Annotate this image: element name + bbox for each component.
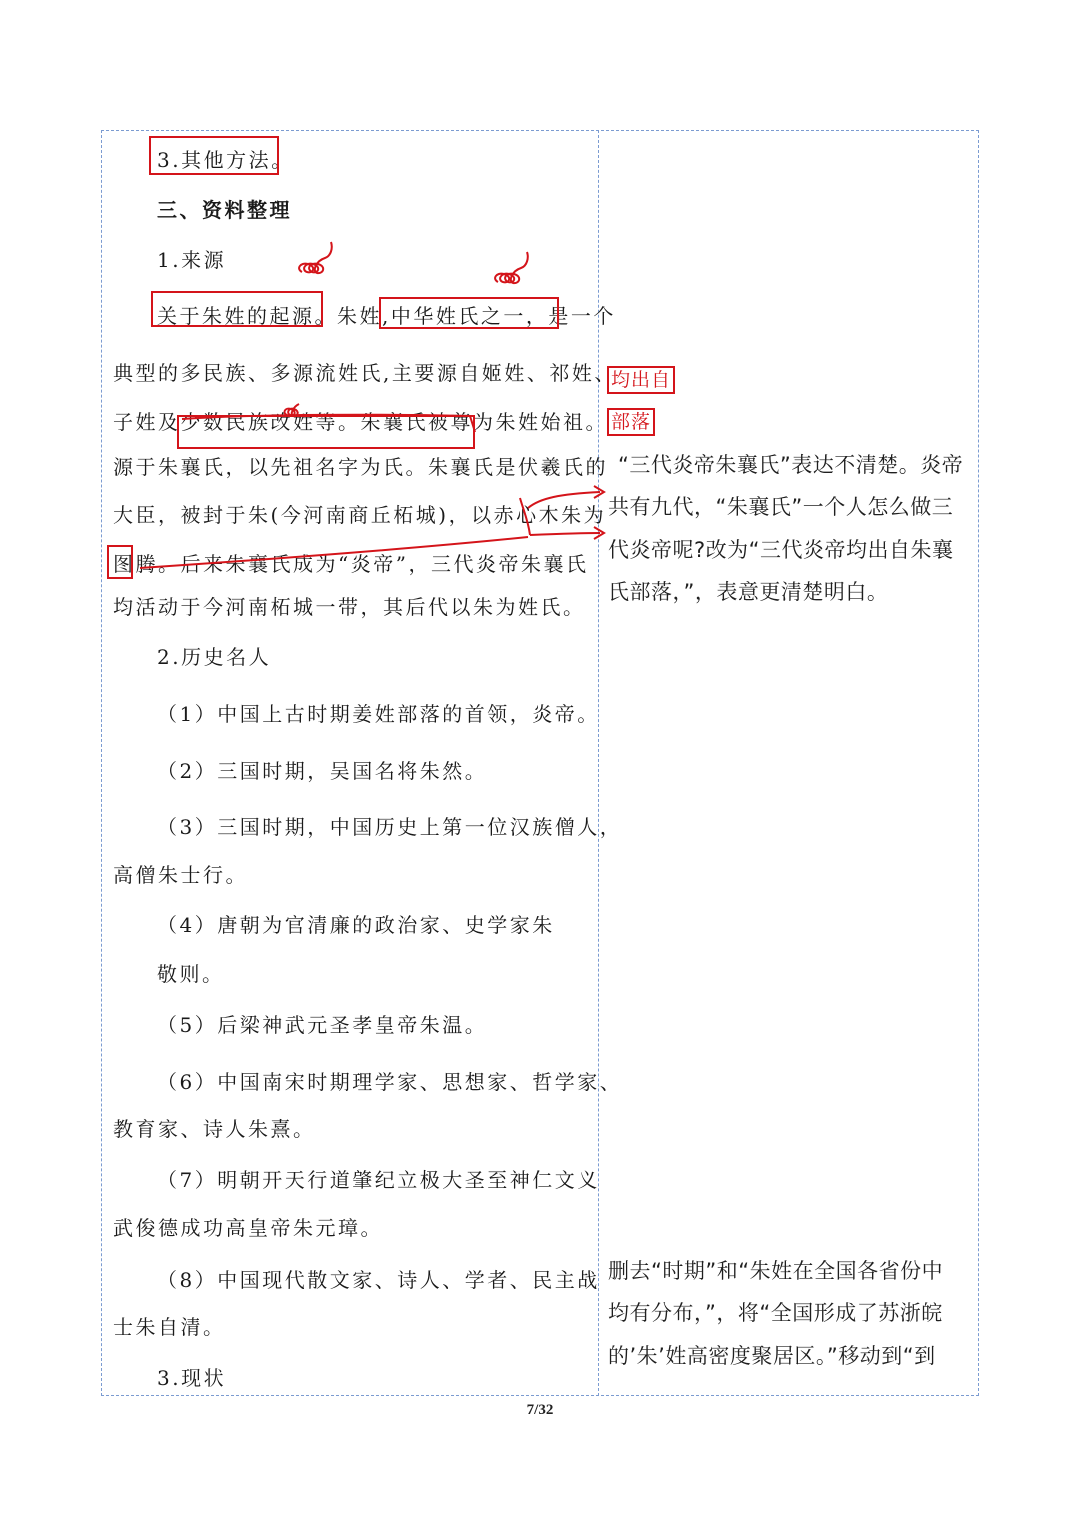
box-other-methods: [150, 137, 278, 174]
person-7: （7）明朝开天行道肇纪立极大圣至神仁文义: [157, 1168, 600, 1192]
insert-junchuzi: 均出自: [607, 366, 675, 394]
comment-2-line-1: 删去“时期”和“朱姓在全国各省份中: [608, 1259, 944, 1283]
person-7-cont: 武俊德成功高皇帝朱元璋。: [113, 1216, 383, 1240]
comment-2-line-3: 的’朱’姓高密度聚居区。”移动到“到: [608, 1344, 936, 1368]
comment-1-line-1: “三代炎帝朱襄氏”表达不清楚。炎帝: [618, 453, 964, 477]
origin-line-1: 关于朱姓的起源。朱姓,中华姓氏之一，是一个: [157, 304, 616, 328]
box-origin-phrase: [152, 292, 322, 326]
comment-1-line-2: 共有九代，“朱襄氏”一个人怎么做三: [608, 495, 954, 519]
section-heading-data-organizing: 三、资料整理: [157, 198, 292, 222]
person-3-cont: 高僧朱士行。: [113, 863, 248, 887]
arrow-line-2: [530, 533, 600, 535]
comment-2-line-2: 均有分布，”，将“全国形成了苏浙皖: [608, 1301, 943, 1325]
origin-line-2: 典型的多民族、多源流姓氏,主要源自姬姓、祁姓、: [113, 361, 617, 385]
insert-caret-stem: [520, 498, 530, 535]
origin-line-6: 图腾。后来朱襄氏成为“炎帝”，三代炎帝朱襄氏: [113, 552, 589, 576]
item-other-methods: 3.其他方法。: [157, 148, 294, 172]
person-6: （6）中国南宋时期理学家、思想家、哲学家、: [157, 1070, 623, 1094]
strike-line-2: [140, 537, 528, 568]
origin-line-4: 源于朱襄氏，以先祖名字为氏。朱襄氏是伏羲氏的: [113, 455, 608, 479]
page-number: 7/32: [526, 1402, 554, 1418]
person-8: （8）中国现代散文家、诗人、学者、民主战: [157, 1268, 600, 1292]
comment-1-line-4: 氏部落，”，表意更清楚明白。: [608, 580, 889, 604]
person-8-cont: 士朱自清。: [113, 1315, 226, 1339]
strike-line-1: [182, 415, 475, 432]
origin-line-3: 子姓及少数民族改姓等。朱襄氏被尊为朱姓始祖。: [113, 410, 608, 434]
person-4-cont: 敬则。: [157, 962, 225, 986]
person-4: （4）唐朝为官清廉的政治家、史学家朱: [157, 913, 555, 937]
box-deleted-phrase: [178, 416, 474, 448]
person-3: （3）三国时期，中国历史上第一位汉族僧人，: [157, 815, 623, 839]
subheading-current-status: 3.现状: [157, 1366, 227, 1390]
origin-line-7: 均活动于今河南柘城一带，其后代以朱为姓氏。: [113, 595, 586, 619]
box-totem-char: [108, 546, 132, 578]
person-6-cont: 教育家、诗人朱熹。: [113, 1117, 316, 1141]
arrow-line-1: [528, 492, 600, 508]
subheading-origin: 1.来源: [157, 248, 227, 272]
comment-1-line-3: 代炎帝呢?改为“三代炎帝均出自朱襄: [608, 538, 954, 562]
insert-buluo: 部落: [607, 408, 655, 436]
origin-line-5: 大臣，被封于朱(今河南商丘柘城)，以赤心木朱为: [113, 503, 607, 527]
person-5: （5）后梁神武元圣孝皇帝朱温。: [157, 1013, 488, 1037]
person-2: （2）三国时期，吴国名将朱然。: [157, 759, 488, 783]
box-chinese-surname: [380, 298, 558, 328]
delete-mark-2: [495, 252, 528, 283]
delete-mark-1: [299, 242, 332, 273]
person-1: （1）中国上古时期姜姓部落的首领，炎帝。: [157, 702, 600, 726]
subheading-historical-figures: 2.历史名人: [157, 645, 272, 669]
